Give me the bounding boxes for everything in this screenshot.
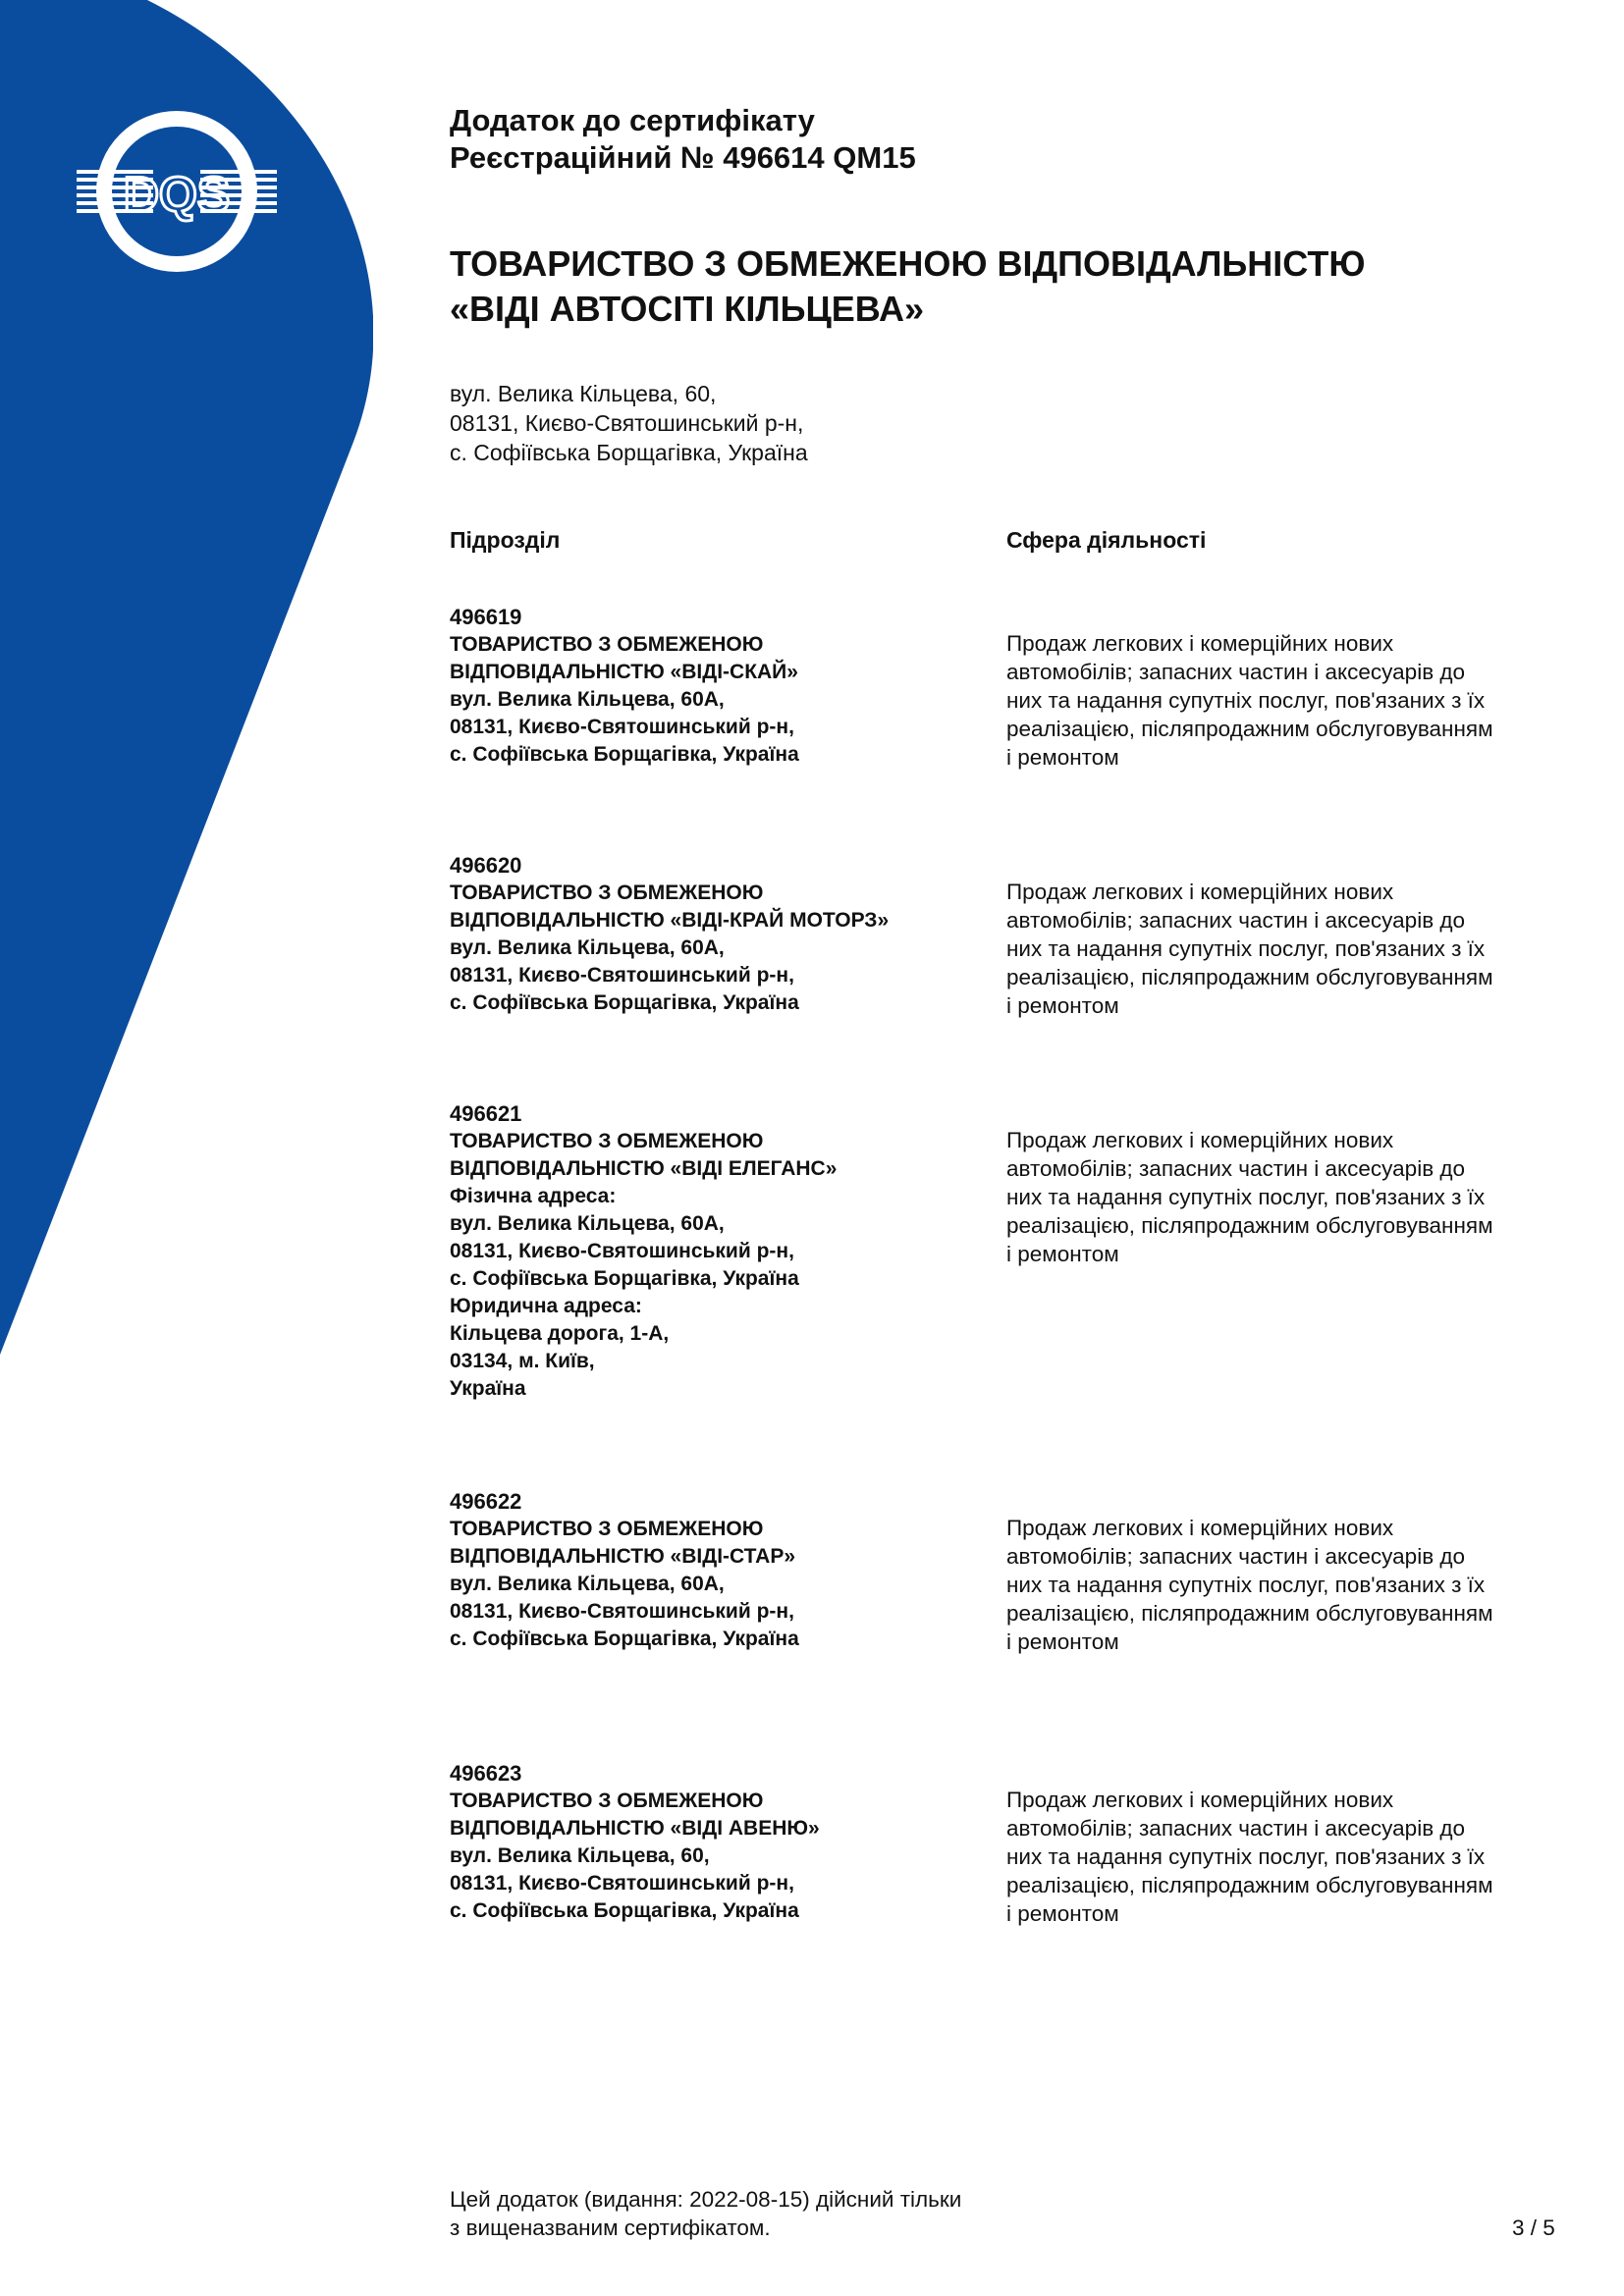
unit-address-line: 08131, Києво-Святошинський р-н, [450, 1600, 794, 1623]
unit-address [450, 1183, 980, 1403]
unit-scope-line: і ремонтом [1006, 993, 1119, 1018]
unit-scope-line: Продаж легкових і комерційних нових [1006, 1128, 1394, 1152]
unit-scope [1006, 878, 1556, 1020]
unit-details [450, 1488, 980, 1653]
unit-address-line: вул. Велика Кільцева, 60А, [450, 688, 725, 711]
unit-scope-line: них та надання супутніх послуг, пов'язаних з їх [1006, 1844, 1486, 1869]
document-title [450, 102, 916, 177]
unit-address-line: вул. Велика Кільцева, 60А, [450, 936, 725, 959]
unit-name-line: ТОВАРИСТВО З ОБМЕЖЕНОЮ [450, 1518, 764, 1540]
unit-scope [1006, 1126, 1556, 1268]
unit-name [450, 1128, 980, 1183]
unit-name-line: ВІДПОВІДАЛЬНІСТЮ «ВІДІ АВЕНЮ» [450, 1817, 820, 1840]
unit-address-line: 08131, Києво-Святошинський р-н, [450, 964, 794, 987]
unit-address-line: Фізична адреса: [450, 1185, 617, 1207]
unit-address [450, 934, 980, 1017]
unit-scope-line: автомобілів; запасних частин і аксесуарів до [1006, 1156, 1466, 1181]
unit-address-line: вул. Велика Кільцева, 60, [450, 1844, 710, 1867]
company-name [450, 241, 1579, 332]
unit-address [450, 1842, 980, 1925]
unit-scope-line: реалізацією, післяпродажним обслуговуванням [1006, 1213, 1493, 1238]
title-line-2: Реєстраційний № 496614 QM15 [450, 140, 916, 175]
unit-address-line: с. Софіївська Борщагівка, Україна [450, 1628, 799, 1650]
unit-address-line: с. Софіївська Борщагівка, Україна [450, 991, 799, 1014]
unit-scope-line: них та надання супутніх послуг, пов'язаних з їх [1006, 1573, 1486, 1597]
title-line-1: Додаток до сертифікату [450, 103, 815, 137]
unit-scope-line: них та надання супутніх послуг, пов'язаних з їх [1006, 1185, 1486, 1209]
unit-scope-line: Продаж легкових і комерційних нових [1006, 1788, 1394, 1812]
unit-address-line: Кільцева дорога, 1-А, [450, 1322, 670, 1345]
unit-name-line: ТОВАРИСТВО З ОБМЕЖЕНОЮ [450, 633, 764, 656]
unit-scope-line: реалізацією, післяпродажним обслуговуванням [1006, 965, 1493, 989]
unit-scope [1006, 1514, 1556, 1656]
unit-scope-line: реалізацією, післяпродажним обслуговуванням [1006, 1873, 1493, 1897]
unit-scope-line: і ремонтом [1006, 745, 1119, 770]
unit-details [450, 604, 980, 769]
footer-note [450, 2185, 961, 2242]
company-address [450, 379, 808, 467]
unit-name-line: ТОВАРИСТВО З ОБМЕЖЕНОЮ [450, 1130, 764, 1152]
unit-name-line: ТОВАРИСТВО З ОБМЕЖЕНОЮ [450, 881, 764, 904]
unit-scope-line: Продаж легкових і комерційних нових [1006, 631, 1394, 656]
unit-address [450, 686, 980, 769]
company-address-line: вул. Велика Кільцева, 60, [450, 381, 717, 406]
company-address-line: с. Софіївська Борщагівка, Україна [450, 440, 808, 465]
unit-name [450, 1516, 980, 1571]
unit-address-line: вул. Велика Кільцева, 60А, [450, 1212, 725, 1235]
unit-name [450, 631, 980, 686]
unit-details [450, 1100, 980, 1403]
unit-address-line: 08131, Києво-Святошинський р-н, [450, 1872, 794, 1895]
dqs-logo-text: DQS [123, 167, 231, 222]
unit-scope-line: автомобілів; запасних частин і аксесуарів до [1006, 1816, 1466, 1841]
unit-scope-line: автомобілів; запасних частин і аксесуарів до [1006, 660, 1466, 684]
unit-number: 496619 [450, 605, 522, 629]
company-name-line-1: ТОВАРИСТВО З ОБМЕЖЕНОЮ ВІДПОВІДАЛЬНІСТЮ [450, 243, 1366, 284]
unit-name-line: ТОВАРИСТВО З ОБМЕЖЕНОЮ [450, 1789, 764, 1812]
unit-address-line: 03134, м. Київ, [450, 1350, 595, 1372]
unit-scope-line: автомобілів; запасних частин і аксесуарів до [1006, 908, 1466, 933]
unit-address-line: 08131, Києво-Святошинський р-н, [450, 716, 794, 738]
unit-number: 496621 [450, 1101, 522, 1126]
unit-name-line: ВІДПОВІДАЛЬНІСТЮ «ВІДІ-СКАЙ» [450, 661, 798, 683]
unit-name [450, 1788, 980, 1842]
unit-address-line: с. Софіївська Борщагівка, Україна [450, 1267, 799, 1290]
unit-scope-line: реалізацією, післяпродажним обслуговуванням [1006, 717, 1493, 741]
footer-note-line-2: з вищеназваним сертифікатом. [450, 2216, 771, 2240]
unit-scope-line: них та надання супутніх послуг, пов'язаних з їх [1006, 688, 1486, 713]
unit-name-line: ВІДПОВІДАЛЬНІСТЮ «ВІДІ ЕЛЕГАНС» [450, 1157, 838, 1180]
unit-scope-line: і ремонтом [1006, 1629, 1119, 1654]
unit-number: 496620 [450, 853, 522, 878]
unit-address-line: с. Софіївська Борщагівка, Україна [450, 1899, 799, 1922]
unit-scope-line: і ремонтом [1006, 1242, 1119, 1266]
page-number: 3 / 5 [1512, 2216, 1555, 2240]
unit-name-line: ВІДПОВІДАЛЬНІСТЮ «ВІДІ-КРАЙ МОТОРЗ» [450, 909, 890, 932]
unit-scope-line: і ремонтом [1006, 1901, 1119, 1926]
column-header-scope: Сфера діяльності [1006, 527, 1207, 553]
unit-name [450, 880, 980, 934]
unit-name-line: ВІДПОВІДАЛЬНІСТЮ «ВІДІ-СТАР» [450, 1545, 796, 1568]
unit-scope-line: автомобілів; запасних частин і аксесуарів до [1006, 1544, 1466, 1569]
company-address-line: 08131, Києво-Святошинський р-н, [450, 410, 804, 436]
unit-address-line: вул. Велика Кільцева, 60А, [450, 1573, 725, 1595]
unit-address-line: Юридична адреса: [450, 1295, 642, 1317]
unit-scope-line: Продаж легкових і комерційних нових [1006, 1516, 1394, 1540]
unit-address-line: 08131, Києво-Святошинський р-н, [450, 1240, 794, 1262]
unit-scope [1006, 1786, 1556, 1928]
column-header-unit: Підрозділ [450, 527, 561, 553]
company-name-line-2: «ВІДІ АВТОСІТІ КІЛЬЦЕВА» [450, 289, 925, 329]
unit-number: 496623 [450, 1761, 522, 1786]
unit-details [450, 1760, 980, 1925]
unit-scope-line: них та надання супутніх послуг, пов'язаних з їх [1006, 936, 1486, 961]
unit-address-line: с. Софіївська Борщагівка, Україна [450, 743, 799, 766]
unit-address [450, 1571, 980, 1653]
unit-details [450, 852, 980, 1017]
footer-note-line-1: Цей додаток (видання: 2022-08-15) дійсний тільки [450, 2187, 962, 2212]
unit-scope-line: реалізацією, післяпродажним обслуговуванням [1006, 1601, 1493, 1626]
unit-scope [1006, 629, 1556, 772]
unit-number: 496622 [450, 1489, 522, 1514]
unit-scope-line: Продаж легкових і комерційних нових [1006, 880, 1394, 904]
dqs-logo-icon [69, 103, 285, 280]
unit-address-line: Україна [450, 1377, 526, 1400]
